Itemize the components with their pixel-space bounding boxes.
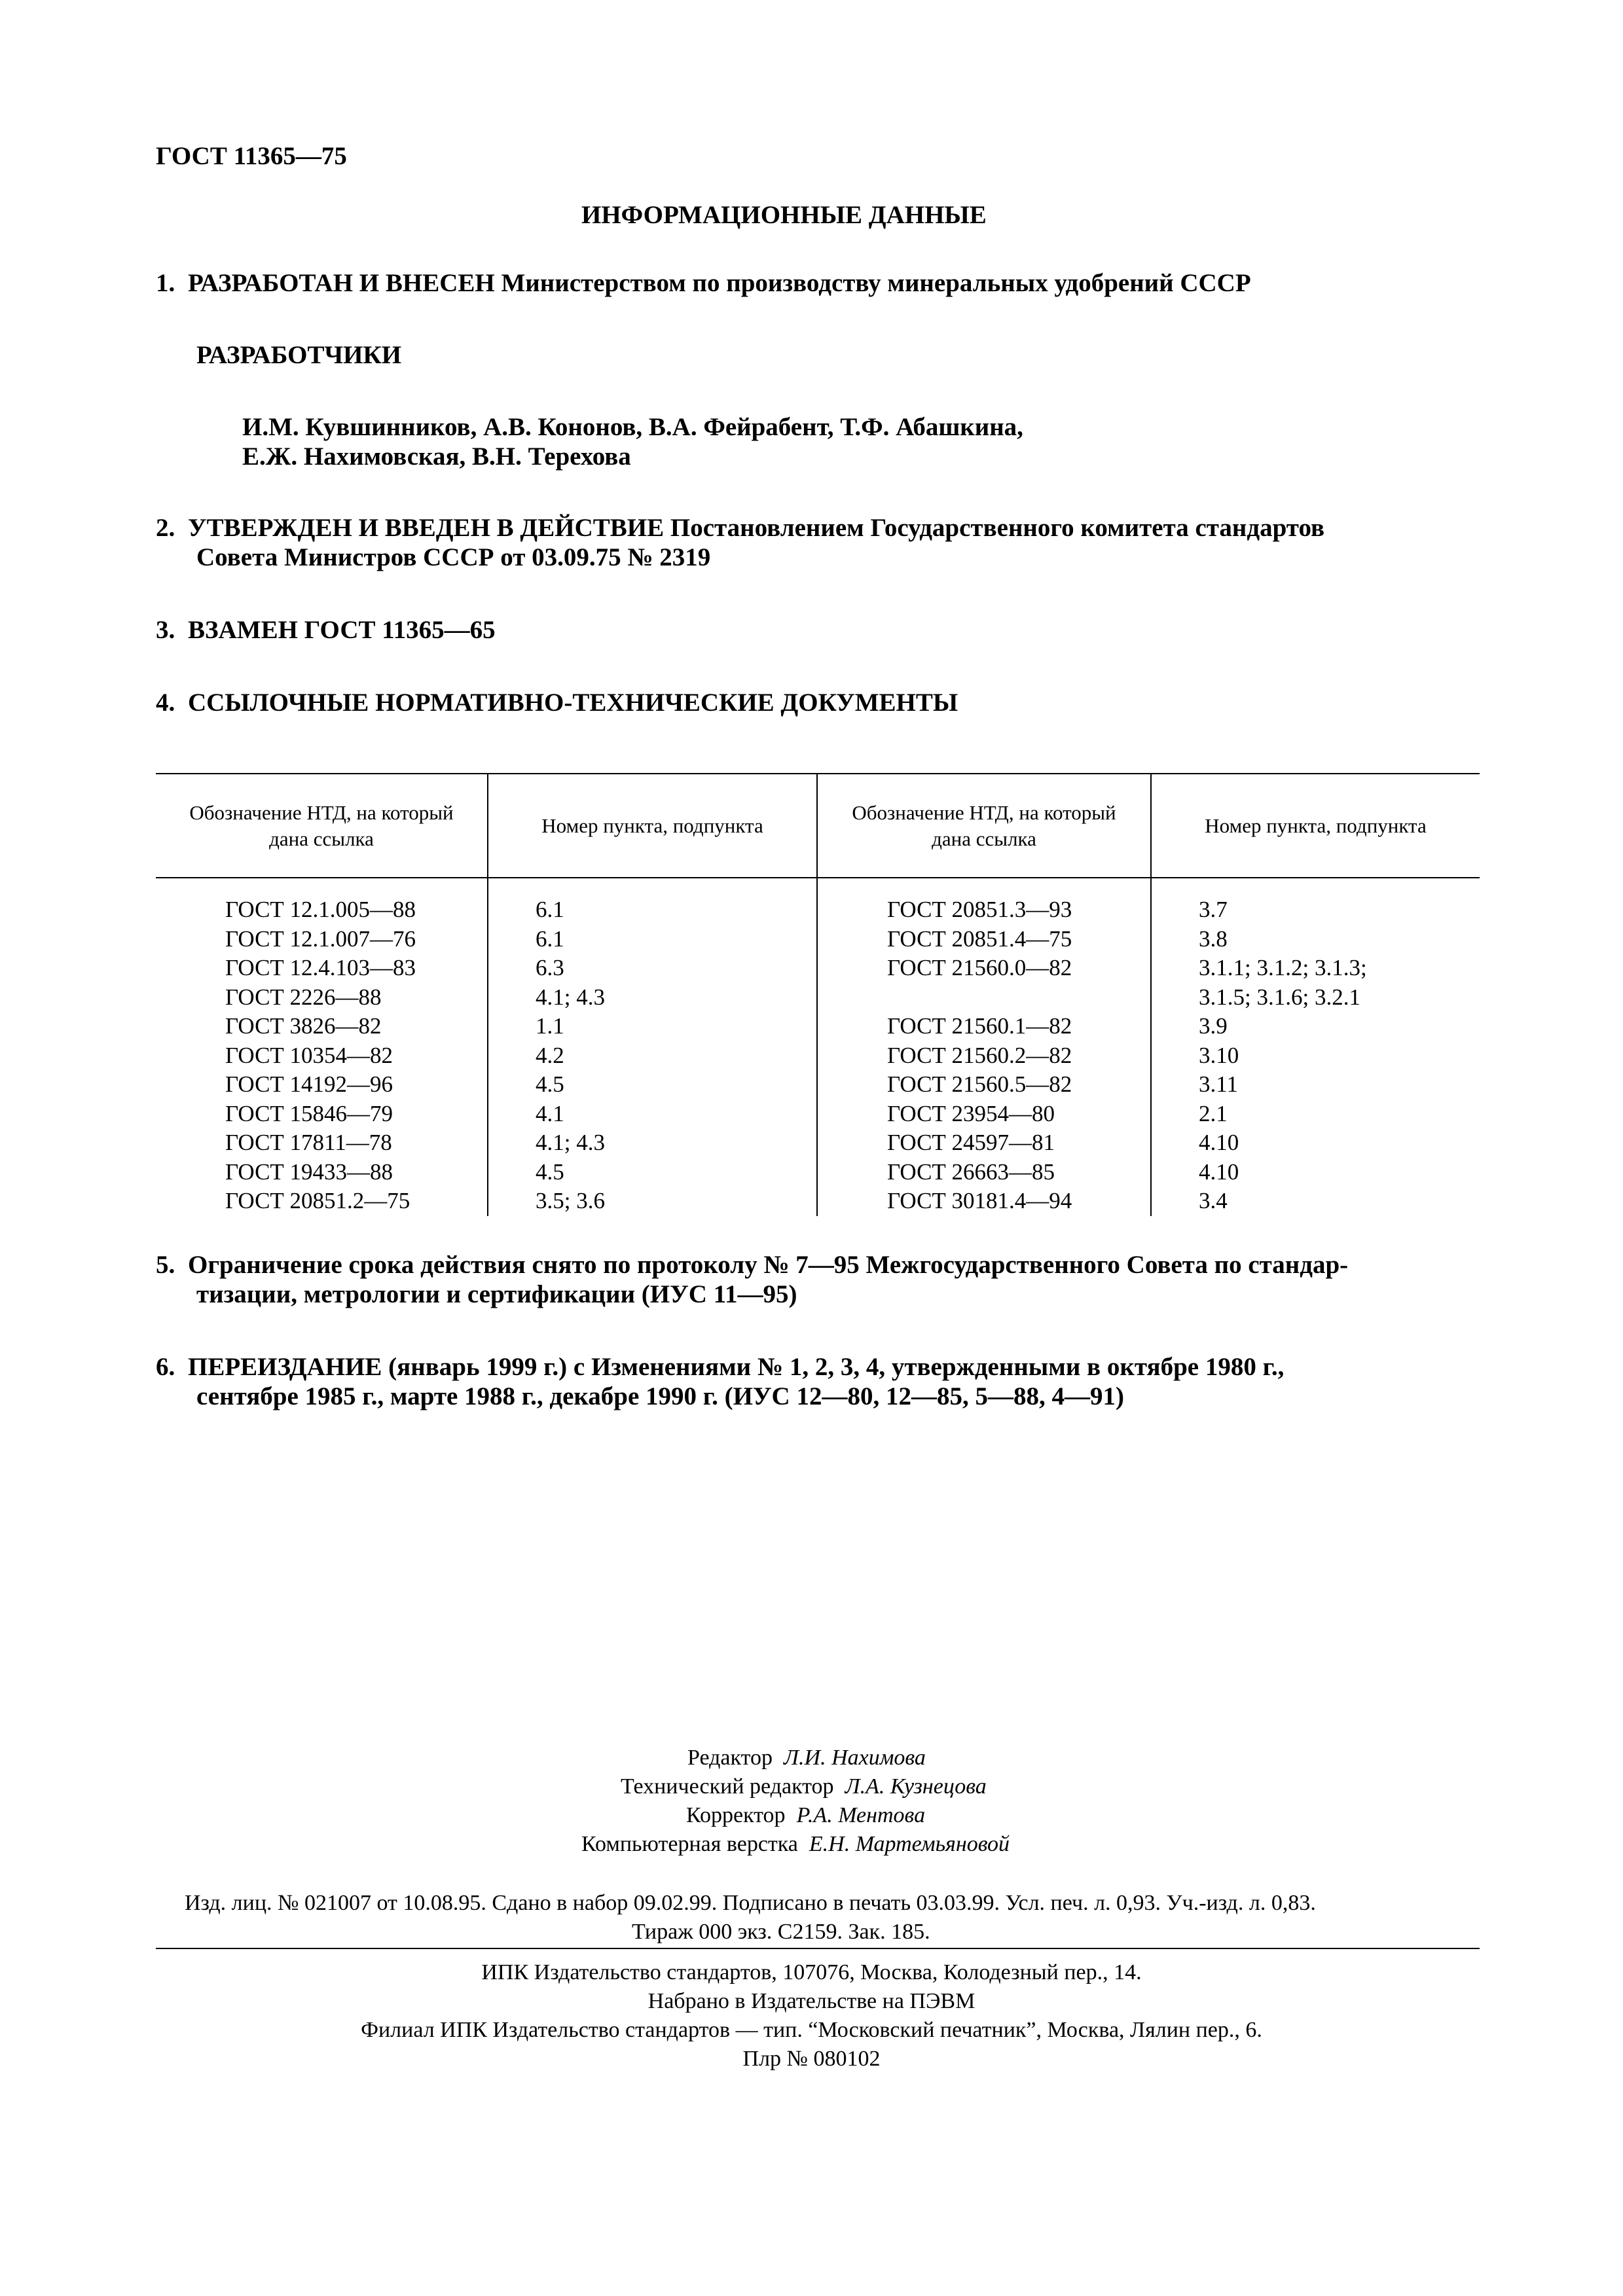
publisher-line-2: Набрано в Издательстве на ПЭВМ — [647, 1989, 976, 2013]
cell-designation: ГОСТ 2226—88 — [225, 984, 382, 1010]
publisher-line-4: Плр № 080102 — [742, 2047, 881, 2071]
cell-clause: 3.7 — [1151, 878, 1480, 925]
section-lead: УТВЕРЖДЕН И ВВЕДЕН В ДЕЙСТВИЕ — [188, 514, 665, 542]
publisher-line-3: Филиал ИПК Издательство стандартов — тип. “Московский печатник”, Москва, Лялин пер., 6. — [361, 2018, 1262, 2042]
section-2 — [156, 513, 1324, 543]
cell-clause: 4.1 — [488, 1100, 817, 1129]
section-number: 1. — [156, 269, 175, 297]
colophon-layout: Компьютерная верстка Е.Н. Мартемьяновой — [581, 1832, 1010, 1856]
cell-designation: ГОСТ 26663—85 — [817, 1158, 1151, 1187]
section-text: ВЗАМЕН ГОСТ 11365—65 — [188, 616, 496, 644]
reference-documents-table — [156, 773, 1480, 1216]
section-4 — [156, 688, 958, 718]
section-number: 3. — [156, 616, 175, 644]
table-row — [156, 1070, 1480, 1100]
section-text: Ограничение срока действия снято по протоколу № 7—95 Межгосударственного Совета по стандар- — [188, 1251, 1349, 1279]
section-text: (январь 1999 г.) с Изменениями № 1, 2, 3, 4, утвержденными в октябре 1980 г., — [382, 1353, 1285, 1381]
colophon-proofreader: Корректор Р.А. Ментова — [686, 1803, 926, 1827]
cell-clause: 2.1 — [1151, 1100, 1480, 1129]
cell-clause: 4.2 — [488, 1041, 817, 1071]
section-3 — [156, 615, 496, 645]
colophon-tech-editor: Технический редактор Л.А. Кузнецова — [621, 1774, 987, 1799]
publisher-line-1: ИПК Издательство стандартов, 107076, Москва, Колодезный пер., 14. — [481, 1960, 1142, 1984]
cell-designation: ГОСТ 12.1.007—76 — [225, 925, 416, 952]
cell-clause: 1.1 — [488, 1012, 817, 1041]
cell-designation: ГОСТ 20851.4—75 — [817, 925, 1151, 954]
cell-designation: ГОСТ 12.1.005—88 — [225, 897, 416, 922]
section-2-line-2: Совета Министров СССР от 03.09.75 № 2319 — [196, 543, 711, 571]
cell-designation: ГОСТ 21560.2—82 — [817, 1041, 1151, 1071]
cell-designation: ГОСТ 20851.2—75 — [225, 1188, 410, 1213]
cell-clause: 4.5 — [488, 1070, 817, 1100]
cell-clause: 3.11 — [1151, 1070, 1480, 1100]
page-title: ИНФОРМАЦИОННЫЕ ДАННЫЕ — [581, 201, 987, 229]
table-row — [156, 1012, 1480, 1041]
cell-designation: ГОСТ 21560.0—82 — [817, 954, 1151, 983]
section-lead: РАЗРАБОТАН И ВНЕСЕН — [188, 269, 495, 297]
table-row — [156, 1128, 1480, 1158]
print-info-line-1: Изд. лиц. № 021007 от 10.08.95. Сдано в набор 09.02.99. Подписано в печать 03.03.99. Усл. печ. л. 0,93. Уч.-изд. л. 0,83. — [185, 1891, 1316, 1915]
section-number: 5. — [156, 1251, 175, 1279]
colophon-editor: Редактор Л.И. Нахимова — [687, 1746, 926, 1770]
cell-clause: 3.9 — [1151, 1012, 1480, 1041]
cell-clause: 3.10 — [1151, 1041, 1480, 1071]
table-row — [156, 1100, 1480, 1129]
developers-title: РАЗРАБОТЧИКИ — [196, 341, 402, 369]
section-6 — [156, 1352, 1284, 1382]
cell-designation: ГОСТ 23954—80 — [817, 1100, 1151, 1129]
header-designation-left: Обозначение НТД, на который дана ссылка — [156, 774, 488, 878]
cell-designation: ГОСТ 15846—79 — [225, 1100, 393, 1126]
section-text: Постановлением Государственного комитета стандартов — [664, 514, 1325, 542]
cell-designation — [817, 983, 1151, 1013]
cell-designation: ГОСТ 24597—81 — [817, 1128, 1151, 1158]
cell-clause: 4.1; 4.3 — [488, 983, 817, 1013]
section-number: 6. — [156, 1353, 175, 1381]
section-number: 4. — [156, 689, 175, 717]
colophon-divider — [156, 1948, 1480, 1949]
cell-clause: 3.4 — [1151, 1187, 1480, 1216]
section-text: Министерством по производству минеральных удобрений СССР — [494, 269, 1251, 297]
cell-designation: ГОСТ 17811—78 — [225, 1130, 392, 1155]
doc-code: ГОСТ 11365—75 — [156, 142, 347, 170]
developers-line-1: И.М. Кувшинников, А.В. Кононов, В.А. Фейрабент, Т.Ф. Абашкина, — [242, 413, 1023, 441]
section-5 — [156, 1250, 1348, 1280]
header-designation-right: Обозначение НТД, на который дана ссылка — [817, 774, 1151, 878]
cell-clause: 3.1.5; 3.1.6; 3.2.1 — [1151, 983, 1480, 1013]
table-header-row — [156, 774, 1480, 878]
print-info-line-2: Тираж 000 экз. С2159. Зак. 185. — [632, 1920, 930, 1944]
cell-clause: 4.10 — [1151, 1158, 1480, 1187]
cell-clause: 3.8 — [1151, 925, 1480, 954]
table-row — [156, 1158, 1480, 1187]
header-clause-right: Номер пункта, подпункта — [1151, 774, 1480, 878]
table-row — [156, 1187, 1480, 1216]
table-row — [156, 983, 1480, 1013]
cell-designation: ГОСТ 14192—96 — [225, 1071, 393, 1097]
cell-designation: ГОСТ 30181.4—94 — [817, 1187, 1151, 1216]
developers-line-2: Е.Ж. Нахимовская, В.Н. Терехова — [242, 442, 631, 471]
cell-clause: 6.1 — [488, 925, 817, 954]
cell-designation: ГОСТ 19433—88 — [225, 1158, 393, 1185]
table-body — [156, 878, 1480, 1216]
section-text: ССЫЛОЧНЫЕ НОРМАТИВНО-ТЕХНИЧЕСКИЕ ДОКУМЕНТЫ — [188, 689, 958, 717]
section-6-line-2: сентябре 1985 г., марте 1988 г., декабре 1990 г. (ИУС 12—80, 12—85, 5—88, 4—91) — [196, 1382, 1124, 1410]
cell-designation: ГОСТ 20851.3—93 — [817, 878, 1151, 925]
table-row — [156, 954, 1480, 983]
cell-clause: 4.5 — [488, 1158, 817, 1187]
section-lead: ПЕРЕИЗДАНИЕ — [188, 1353, 382, 1381]
table-row — [156, 925, 1480, 954]
cell-clause: 4.1; 4.3 — [488, 1128, 817, 1158]
cell-designation: ГОСТ 10354—82 — [225, 1042, 393, 1068]
header-clause-left: Номер пункта, подпункта — [488, 774, 817, 878]
cell-designation: ГОСТ 3826—82 — [225, 1013, 382, 1039]
cell-clause: 6.3 — [488, 954, 817, 983]
cell-clause: 6.1 — [488, 878, 817, 925]
cell-designation: ГОСТ 12.4.103—83 — [225, 955, 416, 980]
table-row — [156, 878, 1480, 925]
cell-designation: ГОСТ 21560.1—82 — [817, 1012, 1151, 1041]
cell-designation: ГОСТ 21560.5—82 — [817, 1070, 1151, 1100]
cell-clause: 4.10 — [1151, 1128, 1480, 1158]
cell-clause: 3.1.1; 3.1.2; 3.1.3; — [1151, 954, 1480, 983]
section-number: 2. — [156, 514, 175, 542]
cell-clause: 3.5; 3.6 — [488, 1187, 817, 1216]
section-5-line-2: тизации, метрологии и сертификации (ИУС 11—95) — [196, 1280, 797, 1308]
table-row — [156, 1041, 1480, 1071]
section-1 — [156, 268, 1251, 298]
